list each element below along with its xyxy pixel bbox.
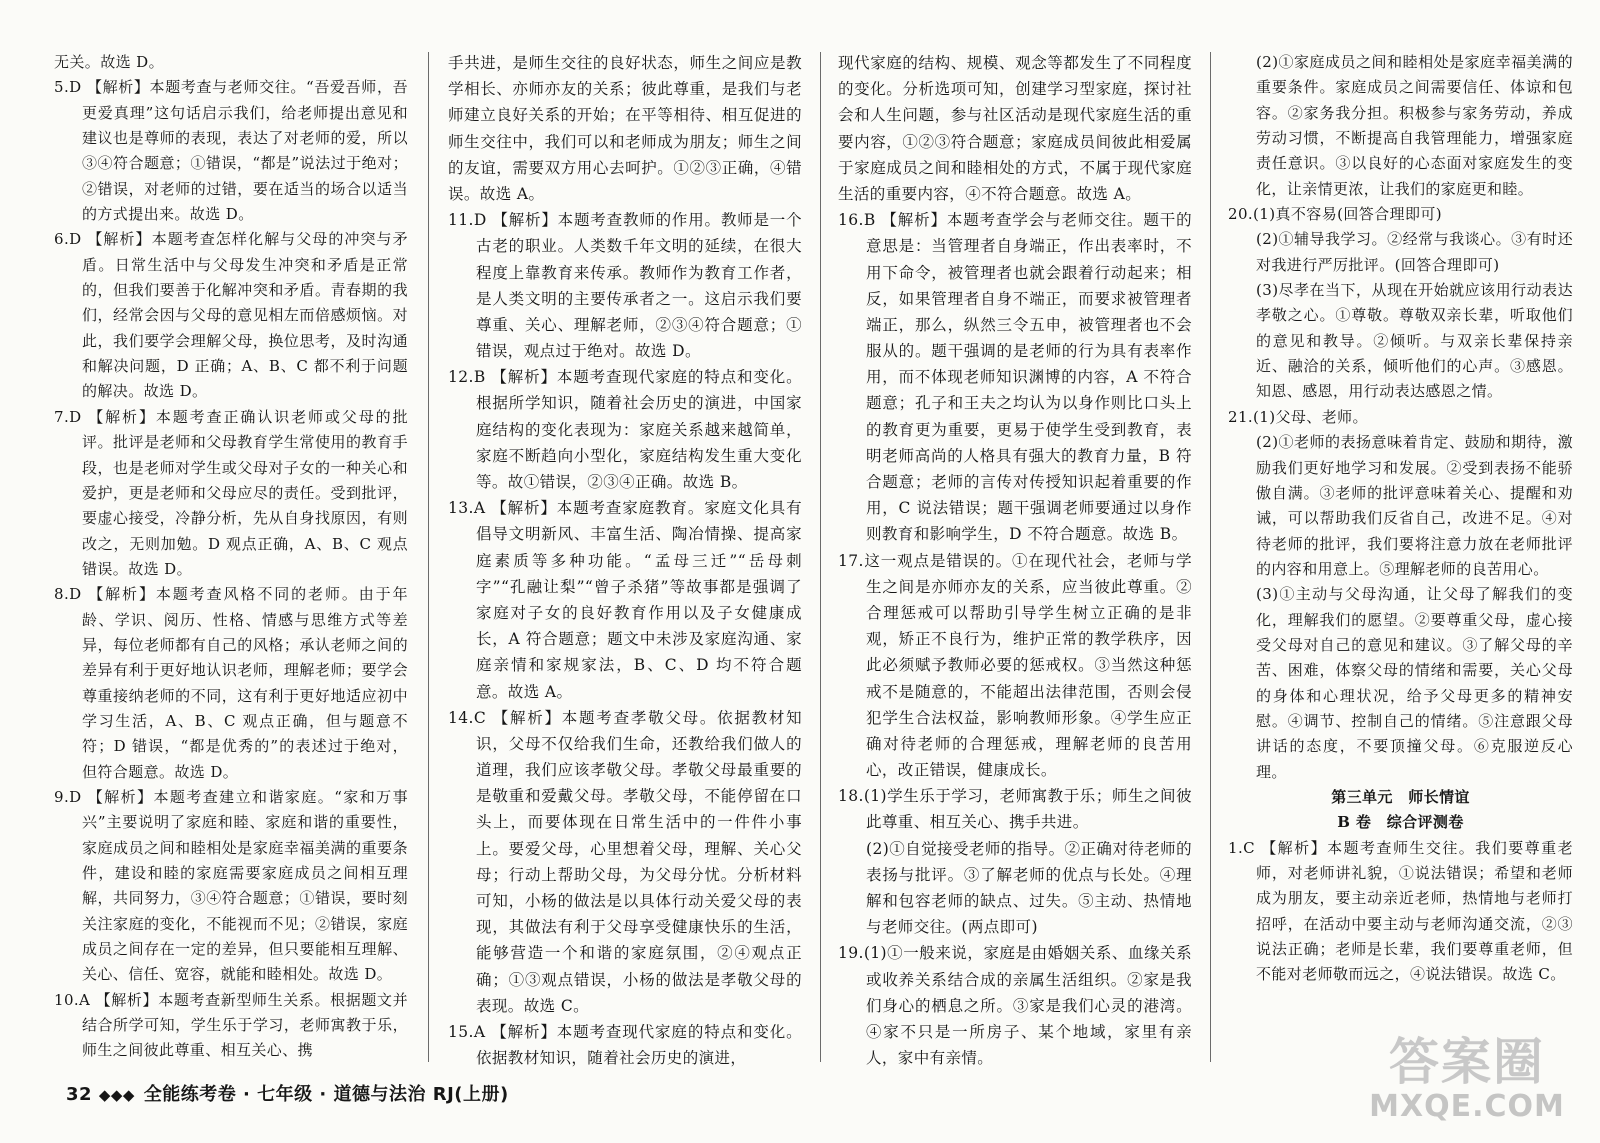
answer-paragraph: (2)①自觉接受老师的指导。②正确对待老师的表扬与批评。③了解老师的优点与长处。④理解和包容老师的缺点、过失。⑤主动、热情地与老师交往。(两点即可): [866, 839, 1192, 937]
section-heading: 第三单元 师长情谊: [1331, 787, 1470, 806]
answer-paragraph: 16.B 【解析】本题考查学会与老师交往。题干的意思是：当管理者自身端正，作出表率时，不用下命令，被管理者也就会跟着行动起来；相反，如果管理者自身不端正，而要求被管理者端正，那么，纵然三令五申，被管理者也不会服从的。题干强调的是老师的行为具有表率作用，而不体现老师知识渊博的内容，A 不符合题意；孔子和王夫之均认为以身作则比口头上的教育更为重要，更易于使学生受到教育，表明老师高尚的人格具有强大的教育力量，B 符合题意；老师的言传对传授知识起着重要的作用，C 说法错误；题干强调老师要通过以身作则教育和影响学生，D 不符合题意。故选 B。: [838, 211, 1192, 544]
diamond-icons: ◆◆◆: [98, 1086, 135, 1104]
answer-paragraph: 无关。故选 D。: [54, 53, 164, 71]
answer-paragraph: 17.这一观点是错误的。①在现代社会，老师与学生之间是亦师亦友的关系，应当彼此尊重。②合理惩戒可以帮助引导学生树立正确的是非观，矫正不良行为，维护正常的教学秩序，因此必须赋予教师必要的惩戒权。③当然这种惩戒不是随意的，不能超出法律范围，否则会侵犯学生合法权益，影响教师形象。④学生应正确对待老师的合理惩戒，理解老师的良苦用心，改正错误，健康成长。: [838, 551, 1192, 780]
answer-paragraph: 15.A 【解析】本题考查现代家庭的特点和变化。依据教材知识，随着社会历史的演进，: [448, 1022, 802, 1068]
watermark: [1352, 1033, 1582, 1125]
answer-paragraph: 5.D 【解析】本题考查与老师交往。“吾爱吾师，吾更爱真理”这句话启示我们，给老师提出意见和建议也是尊师的表现，表达了对老师的爱，所以③④符合题意；①错误，“都是”说法过于绝对；②错误，对老师的过错，要在适当的场合以适当的方式提出来。故选 D。: [54, 78, 408, 224]
page-number: 32: [66, 1084, 93, 1105]
answer-paragraph: (3)尽孝在当下，从现在开始就应该用行动表达孝敬之心。①尊敬。尊敬双亲长辈，听取他们的意见和教导。②倾听。与双亲长辈保持亲近、融洽的关系，倾听他们的心声。③感恩。知恩、感恩，用行动表达感恩之情。: [1256, 281, 1573, 401]
column-3: [838, 50, 1192, 1071]
column-2: [448, 50, 802, 1071]
answer-paragraph: 8.D 【解析】本题考查风格不同的老师。由于年龄、学识、阅历、性格、情感与思维方式等差异，每位老师都有自己的风格；承认老师之间的差异有利于更好地认识老师，理解老师；要学会尊重接纳老师的不同，这有利于更好地适应初中学习生活，A、B、C 观点正确，但与题意不符；D 错误，“都是优秀的”的表述过于绝对，但符合题意。故选 D。: [54, 585, 408, 781]
watermark-logo: 答案圈: [1389, 1033, 1545, 1091]
column-divider: [1210, 52, 1211, 1062]
answer-paragraph: 14.C 【解析】本题考查孝敬父母。依据教材知识，父母不仅给我们生命，还教给我们做人的道理，我们应该孝敬父母。孝敬父母最重要的是敬重和爱戴父母。孝敬父母，不能停留在口头上，而要体现在日常生活中的一件件小事上。要爱父母，心里想着父母，理解、关心父母；行动上帮助父母，为父母分忧。分析材料可知，小杨的做法是以具体行动关爱父母的表现，其做法有利于父母享受健康快乐的生活，能够营造一个和谐的家庭氛围，②④观点正确；①③观点错误，小杨的做法是孝敬父母的表现。故选 C。: [448, 708, 802, 1015]
page-footer: [66, 1080, 509, 1106]
answer-paragraph: 21.(1)父母、老师。: [1228, 407, 1368, 426]
answer-paragraph: 13.A 【解析】本题考查家庭教育。家庭文化具有倡导文明新风、丰富生活、陶冶情操、提高家庭素质等多种功能。“孟母三迁”“岳母刺字”“孔融让梨”“曾子杀猪”等故事都是强调了家庭对子女的良好教育作用以及子女健康成长，A 符合题意；题文中未涉及家庭沟通、家庭亲情和家规家法，B、C、D 均不符合题意。故选 A。: [448, 499, 802, 701]
column-1: [54, 50, 408, 1064]
column-4: [1228, 50, 1573, 988]
answer-paragraph: 现代家庭的结构、规模、观念等都发生了不同程度的变化。分析选项可知，创建学习型家庭，探讨社会和人生问题，参与社区活动是现代家庭生活的重要内容，①②③符合题意；家庭成员间彼此相爱属于家庭成员之间和睦相处的方式，不属于现代家庭生活的重要内容，④不符合题意。故选 A。: [838, 54, 1192, 203]
answer-paragraph: 1.C 【解析】本题考查师生交往。我们要尊重老师，对老师讲礼貌，①说法错误；希望和老师成为朋友，要主动亲近老师，热情地与老师打招呼，在活动中要主动与老师沟通交流，②③说法正确；老师是长辈，我们要尊重老师，但不能对老师敬而远之，④说法错误。故选 C。: [1228, 838, 1573, 984]
answer-paragraph: 18.(1)学生乐于学习，老师寓教于乐；师生之间彼此尊重、相互关心、携手共进。: [838, 787, 1192, 832]
watermark-url: MXQE.COM: [1369, 1089, 1565, 1124]
answer-paragraph: 手共进，是师生交往的良好状态，师生之间应是教学相长、亦师亦友的关系；彼此尊重，是我们与老师建立良好关系的开始；在平等相待、相互促进的师生交往中，我们可以和老师成为朋友；师生之间的友谊，需要双方用心去呵护。①②③正确，④错误。故选 A。: [448, 54, 802, 203]
answer-paragraph: 11.D 【解析】本题考查教师的作用。教师是一个古老的职业。人类数千年文明的延续，在很大程度上靠教育来传承。教师作为教育工作者，是人类文明的主要传承者之一。这启示我们要尊重、关心、理解老师，②③④符合题意；①错误，观点过于绝对。故选 D。: [448, 211, 802, 361]
answer-paragraph: (3)①主动与父母沟通，让父母了解我们的变化，理解我们的愿望。②要尊重父母，虚心接受父母对自己的意见和建议。③了解父母的辛苦、困难，体察父母的情绪和需要，关心父母的身体和心理状况，给予父母更多的精神安慰。④调节、控制自己的情绪。⑤注意跟父母讲话的态度，不要顶撞父母。⑥克服逆反心理。: [1256, 585, 1573, 781]
section-heading: B 卷 综合评测卷: [1337, 813, 1464, 832]
answer-paragraph: 20.(1)真不容易(回答合理即可): [1228, 205, 1443, 224]
answer-paragraph: 7.D 【解析】本题考查正确认识老师或父母的批评。批评是老师和父母教育学生常使用的教育手段，也是老师对学生或父母对子女的一种关心和爱护，更是老师和父母应尽的责任。受到批评，要虚心接受，冷静分析，先从自身找原因，有则改之，无则加勉。D 观点正确，A、B、C 观点错误。故选 D。: [54, 407, 408, 578]
answer-paragraph: 9.D 【解析】本题考查建立和谐家庭。“家和万事兴”主要说明了家庭和睦、家庭和谐的重要性，家庭成员之间和睦相处是家庭幸福美满的重要条件，建设和睦的家庭需要家庭成员之间相互理解，共同努力，③④符合题意；①错误，要时刻关注家庭的变化，不能视而不见；②错误，家庭成员之间存在一定的差异，但只要能相互理解、关心、信任、宽容，就能和睦相处。故选 D。: [54, 787, 408, 984]
answer-paragraph: (2)①辅导我学习。②经常与我谈心。③有时还对我进行严厉批评。(回答合理即可): [1256, 230, 1573, 274]
column-divider: [428, 52, 429, 1062]
answer-paragraph: (2)①老师的表扬意味着肯定、鼓励和期待，激励我们更好地学习和发展。②受到表扬不能骄傲自满。③老师的批评意味着关心、提醒和劝诫，可以帮助我们反省自己，改进不足。④对待老师的批评，我们要将注意力放在老师批评的内容和用意上。⑤理解老师的良苦用心。: [1256, 433, 1573, 578]
column-divider: [820, 52, 821, 1062]
book-title: 全能练考卷 · 七年级 · 道德与法治 RJ(上册): [143, 1084, 509, 1105]
answer-paragraph: 12.B 【解析】本题考查现代家庭的特点和变化。根据所学知识，随着社会历史的演进，中国家庭结构的变化表现为：家庭关系越来越简单，家庭不断趋向小型化，家庭结构发生重大变化等。故①错误，②③④正确。故选 B。: [448, 368, 802, 491]
answer-paragraph: 10.A 【解析】本题考查新型师生关系。根据题文并结合所学可知，学生乐于学习，老师寓教于乐，师生之间彼此尊重、相互关心、携: [54, 990, 408, 1060]
answer-paragraph: 6.D 【解析】本题考查怎样化解与父母的冲突与矛盾。日常生活中与父母发生冲突和矛盾是正常的，但我们要善于化解冲突和矛盾。青春期的我们，经常会因与父母的意见相左而倍感烦恼。对此，我们要学会理解父母，换位思考，及时沟通和解决问题，D 正确；A、B、C 都不利于问题的解决。故选 D。: [54, 230, 408, 401]
answer-paragraph: 19.(1)①一般来说，家庭是由婚姻关系、血缘关系或收养关系结合成的亲属生活组织。②家是我们身心的栖息之所。③家是我们心灵的港湾。④家不只是一所房子、某个地域，家里有亲人，家中有亲情。: [838, 944, 1192, 1068]
answer-paragraph: (2)①家庭成员之间和睦相处是家庭幸福美满的重要条件。家庭成员之间需要信任、体谅和包容。②家务我分担。积极参与家务劳动，养成劳动习惯，不断提高自我管理能力，增强家庭责任意识。③以良好的心态面对家庭发生的变化，让亲情更浓，让我们的家庭更和睦。: [1256, 53, 1573, 198]
